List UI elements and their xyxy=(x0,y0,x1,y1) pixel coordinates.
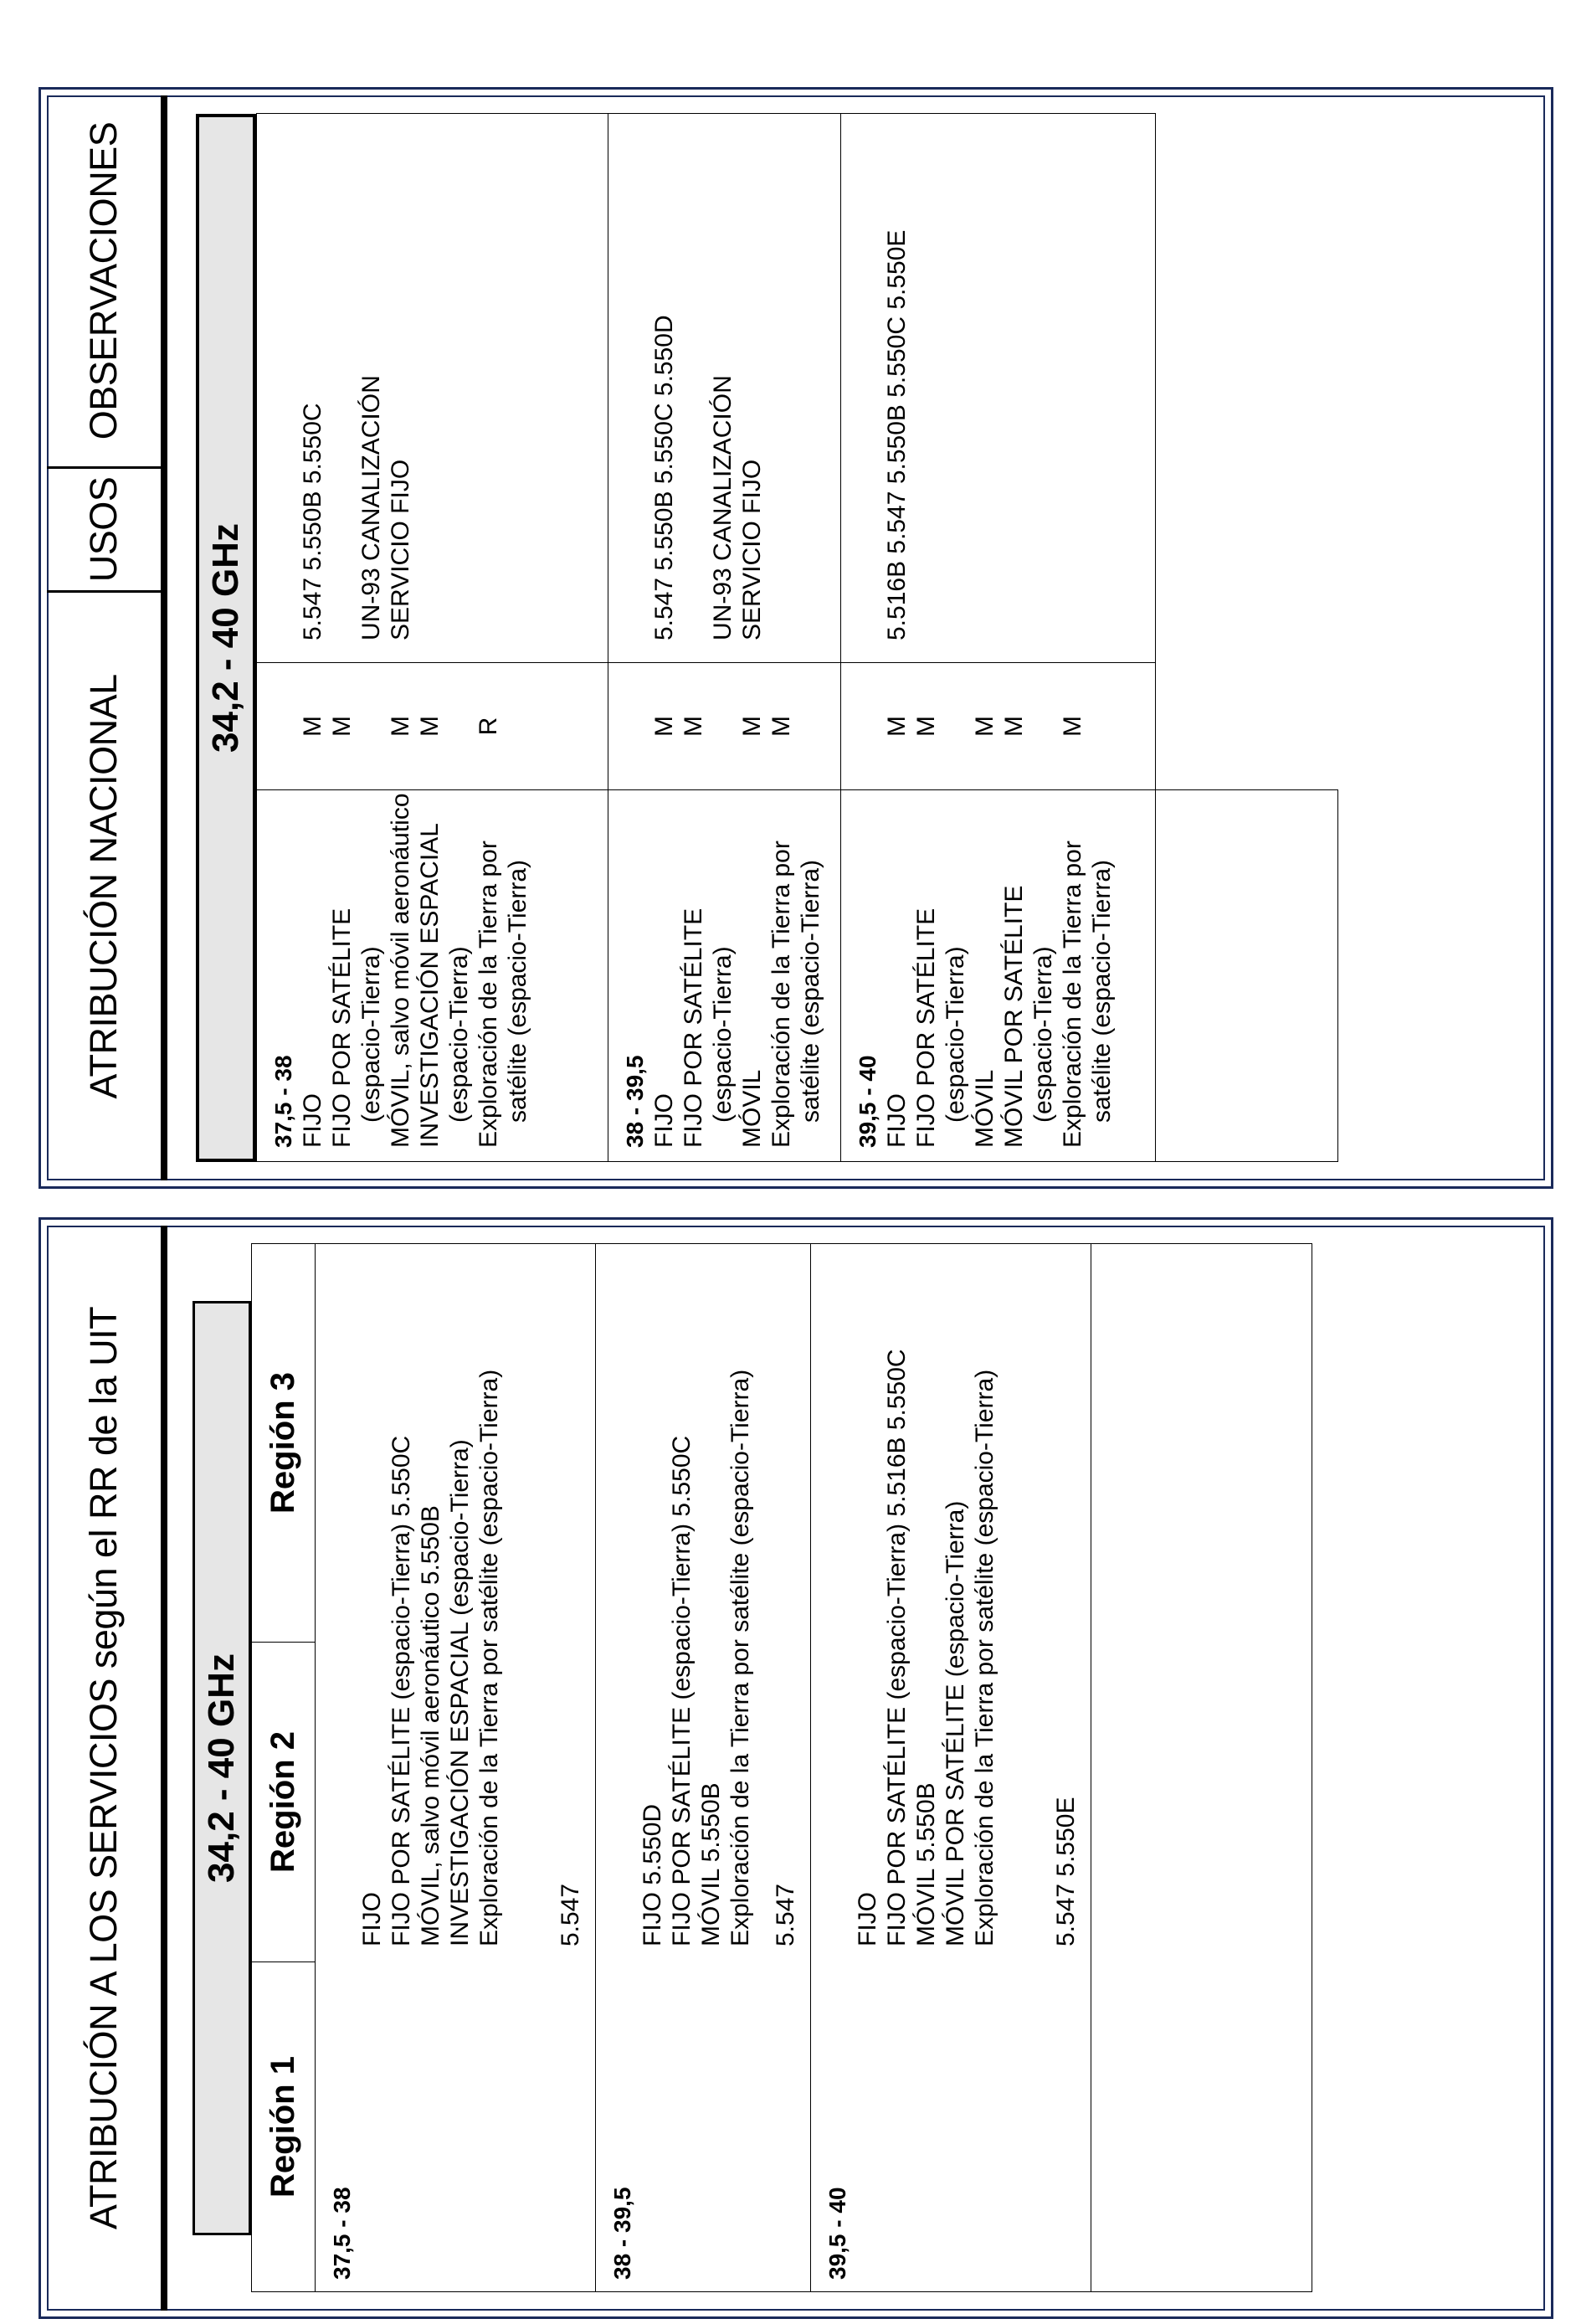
nac-row xyxy=(608,114,841,1162)
region-3-header: Región 3 xyxy=(252,1244,316,1643)
nac-attribution-box xyxy=(608,790,825,1161)
nac-attribution-cell xyxy=(841,790,1156,1162)
uit-empty-cell xyxy=(1091,1244,1312,2292)
header-atribucion-nacional: ATRIBUCIÓN NACIONAL xyxy=(82,674,125,1099)
uit-service-line: FIJO POR SATÉLITE (espacio-Tierra) 5.550C xyxy=(388,1435,415,1946)
nac-observaciones-cell xyxy=(257,114,608,663)
nac-attribution-cell xyxy=(608,790,841,1162)
nac-service-line: (espacio-Tierra) xyxy=(445,946,473,1123)
uit-band-banner: 34,2 - 40 GHz xyxy=(193,1301,251,2235)
nac-observation-line: UN-93 CANALIZACIÓN xyxy=(709,375,737,640)
uit-allocation-page xyxy=(39,1217,1553,2319)
nac-service-line: FIJO POR SATÉLITE xyxy=(680,907,707,1148)
nac-usos-cell xyxy=(257,663,608,790)
uit-footnote-refs: 5.547 5.550E xyxy=(1052,1797,1080,1946)
uit-row-cell xyxy=(596,1244,811,2292)
nac-observation-line xyxy=(679,114,708,640)
nac-uso-value: M xyxy=(1059,716,1086,737)
nac-service-line: satélite (espacio-Tierra) xyxy=(797,860,824,1123)
header-observaciones: OBSERVACIONES xyxy=(47,95,161,469)
nac-uso-value xyxy=(1029,663,1058,789)
national-allocation-table xyxy=(256,113,1338,1162)
nac-uso-value xyxy=(444,663,474,789)
nac-observaciones-box xyxy=(257,114,415,662)
nac-uso-value: M xyxy=(387,716,414,737)
nac-service-line: MÓVIL, salvo móvil aeronáutico xyxy=(387,793,414,1148)
nac-uso-value: M xyxy=(680,716,707,737)
uit-service-line: FIJO xyxy=(854,1892,881,1946)
nac-usos-cell xyxy=(608,663,841,790)
uit-service-line: Exploración de la Tierra por satélite (espacio-Tierra) xyxy=(475,1369,503,1946)
nac-usos-cell xyxy=(841,663,1156,790)
nac-uso-value: M xyxy=(416,716,444,737)
nac-uso-value: M xyxy=(650,716,678,737)
nac-uso-value: M xyxy=(1000,716,1028,737)
nac-uso-value xyxy=(503,663,532,789)
uit-service-list xyxy=(853,1349,999,1946)
nac-uso-value xyxy=(357,663,386,789)
nac-uso-value xyxy=(796,663,825,789)
nac-uso-value xyxy=(1087,663,1117,789)
nac-freq-range: 38 - 39,5 xyxy=(622,1055,648,1148)
region-2-header: Región 2 xyxy=(252,1643,316,1962)
nac-row xyxy=(257,114,608,1162)
nac-uso-value: M xyxy=(912,716,940,737)
nac-observaciones-cell xyxy=(608,114,841,663)
uit-allocation-table xyxy=(251,1243,1312,2292)
region-1-header: Región 1 xyxy=(252,1962,316,2292)
nac-observation-line: 5.516B 5.547 5.550B 5.550C 5.550E xyxy=(883,229,911,640)
nac-attribution-box xyxy=(841,790,1117,1161)
nac-empty-cell xyxy=(1156,114,1338,790)
nac-observation-line: SERVICIO FIJO xyxy=(738,459,766,640)
uit-service-line: FIJO POR SATÉLITE (espacio-Tierra) 5.550C xyxy=(668,1435,696,1946)
nac-empty-cell xyxy=(1156,790,1338,1162)
nac-uso-value xyxy=(708,663,737,789)
nac-band-banner: 34,2 - 40 GHz xyxy=(196,114,256,1162)
uit-freq-range: 38 - 39,5 xyxy=(609,2187,635,2280)
uit-service-list xyxy=(638,1370,755,1946)
nac-observation-line: 5.547 5.550B 5.550C 5.550D xyxy=(650,315,678,640)
header-usos: USOS xyxy=(47,469,161,593)
nac-freq-range: 39,5 - 40 xyxy=(855,1055,880,1148)
nac-uso-value: M xyxy=(299,716,326,737)
nac-observation-line: UN-93 CANALIZACIÓN xyxy=(357,375,385,640)
nac-service-line: INVESTIGACIÓN ESPACIAL xyxy=(416,823,444,1148)
uit-service-list xyxy=(357,1370,504,1946)
uit-row-box xyxy=(316,1244,595,2291)
nac-service-line: (espacio-Tierra) xyxy=(357,946,385,1123)
uit-service-line: MÓVIL POR SATÉLITE (espacio-Tierra) xyxy=(942,1500,969,1946)
uit-footnote-refs: 5.547 xyxy=(557,1883,584,1946)
uit-row-cell xyxy=(316,1244,596,2292)
nac-freq-range: 37,5 - 38 xyxy=(270,1055,296,1148)
uit-service-line: INVESTIGACIÓN ESPACIAL (espacio-Tierra) xyxy=(446,1439,474,1946)
nac-usos-box xyxy=(257,663,532,789)
nac-service-line: FIJO POR SATÉLITE xyxy=(328,907,356,1148)
uit-freq-range: 37,5 - 38 xyxy=(329,2187,355,2280)
uit-empty-row xyxy=(1091,1244,1312,2292)
nac-uso-value: M xyxy=(883,716,911,737)
nac-uso-value: M xyxy=(971,716,998,737)
nac-service-line: MÓVIL POR SATÉLITE xyxy=(1000,885,1028,1148)
nac-service-line: (espacio-Tierra) xyxy=(1029,946,1057,1123)
nac-service-line: satélite (espacio-Tierra) xyxy=(504,860,531,1123)
nac-page-header xyxy=(47,95,167,1180)
nac-uso-value xyxy=(941,663,970,789)
nac-service-line: FIJO xyxy=(650,1093,678,1148)
nac-service-line: FIJO POR SATÉLITE xyxy=(912,907,940,1148)
uit-row xyxy=(316,1244,596,2292)
nac-observaciones-box xyxy=(608,114,767,662)
uit-row-cell xyxy=(811,1244,1091,2292)
uit-freq-range: 39,5 - 40 xyxy=(824,2187,850,2280)
nac-empty-row xyxy=(1156,114,1338,1162)
nac-usos-box xyxy=(608,663,825,789)
nac-service-line: MÓVIL xyxy=(971,1069,998,1148)
nac-service-line: Exploración de la Tierra por xyxy=(767,841,795,1148)
uit-service-line: MÓVIL, salvo móvil aeronáutico 5.550B xyxy=(417,1505,444,1946)
nac-service-line: Exploración de la Tierra por xyxy=(1059,841,1086,1148)
nac-uso-value: M xyxy=(738,716,766,737)
uit-row-box xyxy=(811,1244,1091,2291)
nac-service-line: FIJO xyxy=(299,1093,326,1148)
nac-service-line: FIJO xyxy=(883,1093,911,1148)
nac-uso-value: M xyxy=(328,716,356,737)
nac-observation-line: SERVICIO FIJO xyxy=(387,459,414,640)
nac-attribution-cell xyxy=(257,790,608,1162)
uit-row xyxy=(811,1244,1091,2292)
nac-service-line: satélite (espacio-Tierra) xyxy=(1088,860,1116,1123)
uit-service-line: MÓVIL 5.550B xyxy=(697,1782,725,1946)
nac-observation-line: 5.547 5.550B 5.550C xyxy=(299,403,326,640)
nac-usos-box xyxy=(841,663,1117,789)
nac-attribution-box xyxy=(257,790,532,1161)
national-allocation-page xyxy=(39,87,1553,1189)
nac-uso-value: M xyxy=(767,716,795,737)
nac-service-line: Exploración de la Tierra por xyxy=(475,841,502,1148)
uit-service-line: FIJO POR SATÉLITE (espacio-Tierra) 5.516B 5.550C xyxy=(883,1349,911,1946)
uit-service-line: MÓVIL 5.550B xyxy=(912,1782,940,1946)
nac-uso-value: R xyxy=(475,717,502,736)
uit-page-title: ATRIBUCIÓN A LOS SERVICIOS según el RR de la UIT xyxy=(47,1226,167,2311)
uit-service-line: FIJO xyxy=(358,1892,386,1946)
nac-service-line: (espacio-Tierra) xyxy=(942,946,969,1123)
uit-service-line: Exploración de la Tierra por satélite (espacio-Tierra) xyxy=(971,1369,998,1946)
nac-service-line: MÓVIL xyxy=(738,1069,766,1148)
uit-row xyxy=(596,1244,811,2292)
nac-observation-line xyxy=(327,114,357,640)
nac-row xyxy=(841,114,1156,1162)
uit-service-line: Exploración de la Tierra por satélite (espacio-Tierra) xyxy=(726,1369,754,1946)
uit-row-box xyxy=(596,1244,810,2291)
nac-observaciones-cell xyxy=(841,114,1156,663)
nac-observaciones-box xyxy=(841,114,911,662)
uit-service-line: FIJO 5.550D xyxy=(639,1803,666,1946)
nac-service-line: (espacio-Tierra) xyxy=(709,946,737,1123)
uit-footnote-refs: 5.547 xyxy=(772,1883,799,1946)
